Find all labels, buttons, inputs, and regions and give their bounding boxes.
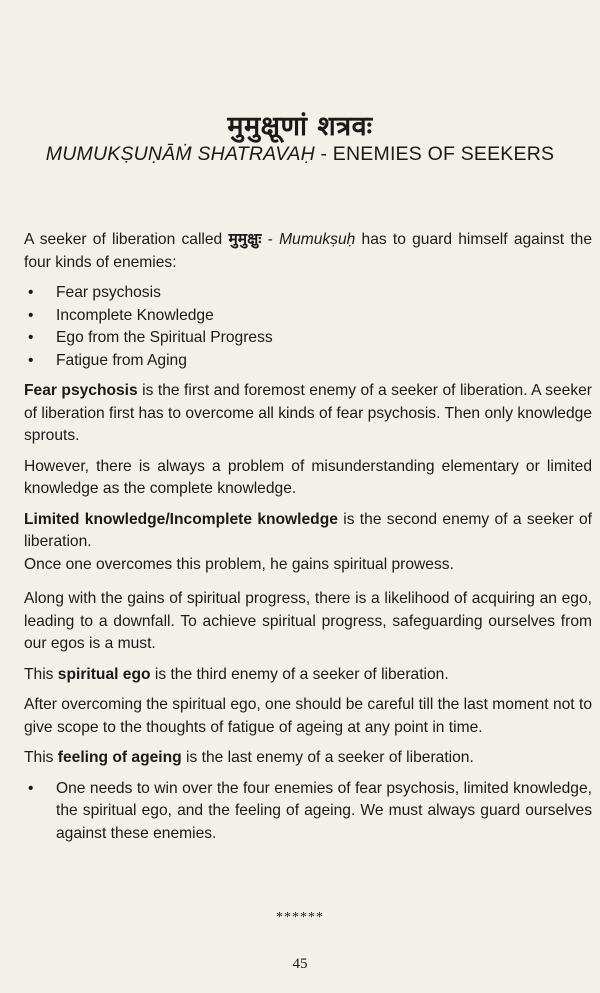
ego-after: is the third enemy of a seeker of liberation. (150, 665, 449, 683)
once-paragraph: Once one overcomes this problem, he gains spiritual prowess. (24, 555, 454, 573)
intro-after: has to guard himself against the four kinds of enemies: (24, 231, 592, 271)
ego-paragraph (24, 664, 592, 687)
list-item: • Fear psychosis (24, 282, 592, 305)
ego-before: This (24, 665, 58, 683)
limited-paragraph (24, 509, 592, 554)
title-devanagari: मुमुक्षूणां शत्रवः (227, 111, 373, 142)
list-item: • Fatigue from Aging (24, 350, 592, 373)
ageing-before: This (24, 749, 58, 766)
after-paragraph: After overcoming the spiritual ego, one should be careful till the last moment not to give scope to the thoughts of fatigue of ageing at any point in time. (24, 696, 592, 736)
ageing-term: feeling of ageing (57, 749, 182, 766)
limited-text: is the second enemy of a seeker of liberation. (24, 510, 592, 550)
title-transliteration: MUMUKṢUṆĀṀ SHATRAVAḤ (45, 143, 315, 165)
limited-term: Limited knowledge/Incomplete knowledge (24, 510, 338, 528)
body-text (24, 228, 592, 845)
intro-paragraph (24, 228, 592, 274)
intro-transliteration: Mumukṣuḥ (279, 231, 356, 248)
ageing-paragraph (24, 747, 592, 770)
conclusion-bullet: • One needs to win over the four enemies of fear psychosis, limited knowledge, the spiritual ego, and the feeling of ageing. We must always guard ourselves against these enemies. (24, 778, 592, 846)
fear-text: is the first and foremost enemy of a seeker of liberation. A seeker of liberation first has to overcome all kinds of fear psychosis. Then only knowledge sprouts. (24, 382, 592, 444)
page-number: 45 (292, 956, 308, 972)
however-paragraph: However, there is always a problem of misunderstanding elementary or limited knowledge as the complete knowledge. (24, 457, 592, 497)
list-item: • Ego from the Spiritual Progress (24, 327, 592, 350)
intro-middle: - (261, 231, 280, 248)
enemies-list (24, 282, 592, 372)
along-paragraph: Along with the gains of spiritual progress, there is a likelihood of acquiring an ego, leading to a downfall. To achieve spiritual progress, safeguarding ourselves from our egos is a must. (24, 590, 592, 652)
chapter-title (0, 143, 600, 166)
list-item: • Incomplete Knowledge (24, 305, 592, 328)
fear-term: Fear psychosis (24, 382, 138, 399)
fear-paragraph (24, 380, 592, 448)
section-separator: ****** (276, 910, 324, 925)
ageing-after: is the last enemy of a seeker of liberation. (181, 749, 474, 766)
intro-before: A seeker of liberation called (24, 231, 229, 248)
ego-term: spiritual ego (57, 665, 151, 683)
title-english: - ENEMIES OF SEEKERS (314, 143, 555, 165)
intro-devanagari: मुमुक्षुः (228, 230, 262, 248)
